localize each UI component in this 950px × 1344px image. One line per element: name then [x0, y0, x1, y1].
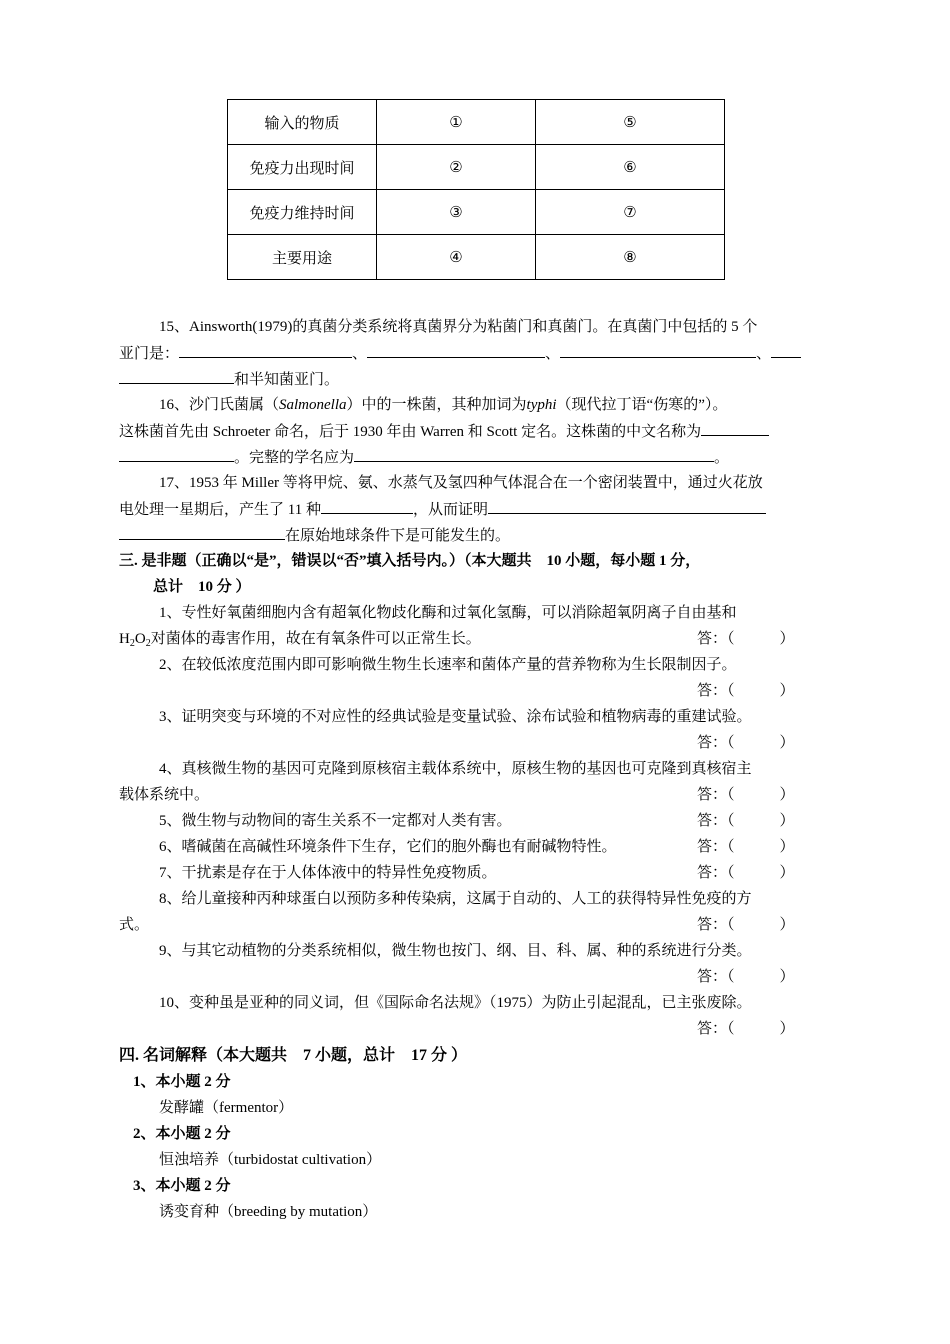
separator: 、: [756, 346, 772, 362]
q15-line2: [119, 343, 835, 364]
term-3-number: 3、本小题 2 分: [133, 1178, 231, 1194]
tf-q6: 6、嗜碱菌在高碱性环境条件下生存，它们的胞外酶也有耐碱物特性。: [159, 839, 617, 855]
term-1-number: 1、本小题 2 分: [133, 1074, 231, 1090]
tf-q4-line2: 载体系统中。: [119, 787, 210, 803]
q16-text-c: （现代拉丁语“伤寒的”）。: [556, 397, 728, 413]
term-2: 恒浊培养（turbidostat cultivation）: [159, 1152, 382, 1168]
q17-line2: [119, 499, 835, 520]
row-label: 输入的物质: [228, 100, 377, 145]
tf-q8-line2: 式。: [119, 917, 150, 933]
q17-blank-1[interactable]: [321, 499, 413, 514]
cell-b: ⑤: [536, 100, 725, 145]
table-row: [228, 235, 725, 280]
q15-blank-4-cont[interactable]: [119, 369, 234, 384]
q15-blank-4[interactable]: [771, 343, 801, 358]
answer-bracket-1[interactable]: 答：（ ）: [697, 631, 795, 647]
answer-bracket-6[interactable]: 答：（ ）: [697, 839, 795, 855]
comparison-table: [227, 99, 725, 280]
cell-a: ①: [377, 100, 536, 145]
answer-bracket-5[interactable]: 答：（ ）: [697, 813, 795, 829]
q16-blank-chinese-name[interactable]: [701, 421, 769, 436]
cell-a: ③: [377, 190, 536, 235]
answer-bracket-8[interactable]: 答：（ ）: [697, 917, 795, 933]
row-label: 免疫力出现时间: [228, 145, 377, 190]
cell-b: ⑥: [536, 145, 725, 190]
tf-q10: 10、变种虽是亚种的同义词，但《国际命名法规》（1975）为防止引起混乱，已主张废除。: [159, 995, 752, 1011]
q16-blank-scientific-name[interactable]: [354, 447, 714, 462]
q17-blank-2-cont[interactable]: [119, 525, 285, 540]
cell-b: ⑦: [536, 190, 725, 235]
tf-q3: 3、证明突变与环境的不对应性的经典试验是变量试验、涂布试验和植物病毒的重建试验。: [159, 709, 752, 725]
cell-a: ④: [377, 235, 536, 280]
section3-heading: 三. 是非题（正确以“是”，错误以“否”填入括号内。）（本大题共 10 小题，每小题 1 分，: [119, 553, 701, 569]
answer-bracket-7[interactable]: 答：（ ）: [697, 865, 795, 881]
tf-q7: 7、干扰素是存在于人体体液中的特异性免疫物质。: [159, 865, 497, 881]
q15-line1: 15、Ainsworth(1979)的真菌分类系统将真菌界分为粘菌门和真菌门。在真菌门中包括的 5 个: [159, 319, 758, 335]
table-row: [228, 145, 725, 190]
tf-q1-line1: 1、专性好氧菌细胞内含有超氧化物歧化酶和过氧化氢酶，可以消除超氧阴离子自由基和: [159, 605, 737, 621]
q16-blank-chinese-name-cont[interactable]: [119, 447, 234, 462]
q16-genus: Salmonella: [279, 397, 347, 413]
q17-text-2a: 电处理一星期后，产生了 11 种: [119, 502, 321, 518]
answer-bracket-4[interactable]: 答：（ ）: [697, 787, 795, 803]
cell-b: ⑧: [536, 235, 725, 280]
q16-text-3b: 。: [714, 450, 730, 466]
q16-text-2: 这株菌首先由 Schroeter 命名，后于 1930 年由 Warren 和 Scott 定名。这株菌的中文名称为: [119, 424, 702, 440]
row-label: 主要用途: [228, 235, 377, 280]
q15-blank-1[interactable]: [179, 343, 352, 358]
q17-text-2b: ，从而证明: [412, 502, 488, 518]
table-row: [228, 190, 725, 235]
answer-bracket-2[interactable]: 答：（ ）: [697, 683, 795, 699]
row-label: 免疫力维持时间: [228, 190, 377, 235]
table-row: [228, 100, 725, 145]
separator: 、: [545, 346, 561, 362]
q17-blank-2[interactable]: [488, 499, 766, 514]
q15-blank-2[interactable]: [367, 343, 545, 358]
q16-text-3a: 。完整的学名应为: [234, 450, 355, 466]
term-1: 发酵罐（fermentor）: [159, 1100, 294, 1116]
q16-line1: [159, 395, 835, 415]
q15-line3: [119, 369, 835, 390]
q15-tail: 和半知菌亚门。: [234, 372, 340, 388]
q15-label: 亚门是：: [119, 346, 180, 362]
q17-line1: 17、1953 年 Miller 等将甲烷、氨、水蒸气及氢四种气体混合在一个密闭装置中，通过火花放: [159, 475, 763, 491]
q16-text-b: ）中的一株菌，其种加词为: [346, 397, 527, 413]
formula-sub: 2: [145, 638, 151, 649]
separator: 、: [352, 346, 368, 362]
q17-text-3b: 在原始地球条件下是可能发生的。: [285, 528, 511, 544]
formula-o: O: [134, 631, 146, 647]
tf-q8-line1: 8、给儿童接种丙种球蛋白以预防多种传染病，这属于自动的、人工的获得特异性免疫的方: [159, 891, 752, 907]
q17-line3: [119, 525, 835, 546]
tf-q4-line1: 4、真核微生物的基因可克隆到原核宿主载体系统中，原核生物的基因也可克隆到真核宿主: [159, 761, 752, 777]
term-3: 诱变育种（breeding by mutation）: [159, 1204, 378, 1220]
q15-blank-3[interactable]: [560, 343, 756, 358]
answer-bracket-3[interactable]: 答：（ ）: [697, 735, 795, 751]
q16-line3: [119, 447, 835, 468]
formula-sub: 2: [129, 638, 135, 649]
section3-heading-cont: 总计 10 分 ）: [153, 579, 251, 595]
q16-text-a: 16、沙门氏菌属（: [159, 397, 280, 413]
formula-h: H: [119, 631, 130, 647]
term-2-number: 2、本小题 2 分: [133, 1126, 231, 1142]
q16-line2: [119, 421, 835, 442]
tf-q1-text: 对菌体的毒害作用，故在有氧条件可以正常生长。: [150, 631, 481, 647]
tf-q5: 5、微生物与动物间的寄生关系不一定都对人类有害。: [159, 813, 512, 829]
cell-a: ②: [377, 145, 536, 190]
tf-q2: 2、在较低浓度范围内即可影响微生物生长速率和菌体产量的营养物称为生长限制因子。: [159, 657, 737, 673]
tf-q9: 9、与其它动植物的分类系统相似，微生物也按门、纲、目、科、属、种的系统进行分类。: [159, 943, 752, 959]
answer-bracket-9[interactable]: 答：（ ）: [697, 969, 795, 985]
q16-species: typhi: [526, 397, 557, 413]
answer-bracket-10[interactable]: 答：（ ）: [697, 1021, 795, 1037]
section4-heading: 四. 名词解释（本大题共 7 小题，总计 17 分 ）: [119, 1047, 468, 1064]
